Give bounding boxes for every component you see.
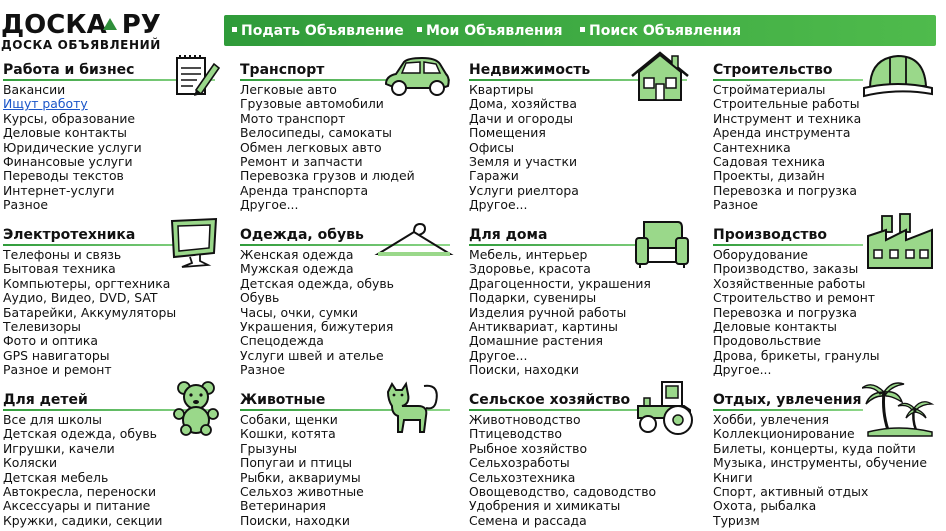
category-block-animals [240, 391, 325, 409]
list-item[interactable]: Ветеринария [240, 498, 326, 514]
list-item[interactable]: Аксессуары и питание [3, 498, 151, 514]
list-item[interactable]: Переводы текстов [3, 168, 124, 184]
category-title[interactable]: Для дома [469, 227, 548, 243]
category-list-construction [713, 83, 861, 213]
category-list-work [3, 83, 142, 213]
list-item[interactable]: Услуги риелтора [469, 182, 579, 198]
list-item[interactable]: Коллекционирование [713, 426, 855, 442]
site-logo[interactable] [0, 8, 160, 52]
list-item[interactable]: Попугаи и птицы [240, 455, 353, 471]
top-nav-bar [224, 15, 936, 46]
list-item[interactable]: Аренда транспорта [240, 182, 369, 198]
category-divider [713, 79, 863, 81]
category-title[interactable]: Сельское хозяйство [469, 392, 631, 408]
list-item[interactable]: Мото транспорт [240, 110, 346, 126]
list-item[interactable]: Подарки, сувениры [469, 290, 597, 306]
list-item[interactable]: Обувь [240, 290, 280, 306]
list-item[interactable]: Гаражи [469, 168, 519, 184]
list-item[interactable]: Сантехника [713, 139, 791, 155]
list-item[interactable]: Стройматериалы [713, 82, 826, 97]
house-icon [630, 50, 690, 102]
category-divider [713, 409, 863, 411]
list-item[interactable]: Оборудование [713, 247, 808, 262]
list-item[interactable]: Батарейки, Аккумуляторы [3, 304, 177, 320]
category-list-animals [240, 413, 364, 528]
category-list-kids [3, 413, 162, 528]
logo-name: ДОСКА РУ [1, 10, 161, 40]
list-item[interactable]: Производство, заказы [713, 261, 859, 277]
category-block-transport [240, 61, 324, 79]
list-item[interactable]: Строительство и ремонт [713, 290, 876, 306]
category-block-realty [469, 61, 590, 79]
list-item[interactable]: Велосипеды, самокаты [240, 125, 392, 141]
list-item[interactable]: Музыка, инструменты, обучение [713, 455, 927, 471]
list-item[interactable]: Детская одежда, обувь [240, 275, 394, 291]
list-item[interactable]: Проекты, дизайн [713, 168, 825, 184]
list-item[interactable]: Мужская одежда [240, 261, 354, 277]
list-item[interactable]: Телефоны и связь [3, 247, 122, 262]
list-item[interactable]: Телевизоры [3, 319, 81, 335]
list-item[interactable]: Часы, очки, сумки [240, 304, 358, 320]
list-item[interactable]: Перевозка и погрузка [713, 182, 857, 198]
list-item[interactable]: Собаки, щенки [240, 412, 338, 427]
category-block-electronics [3, 226, 135, 244]
category-title[interactable]: Для детей [3, 392, 88, 408]
list-item[interactable]: Грузовые автомобили [240, 96, 384, 112]
bullet-icon [417, 27, 422, 32]
list-item[interactable]: Охота, рыбалка [713, 498, 817, 514]
category-list-home [469, 248, 651, 378]
list-item[interactable]: Сельхоз животные [240, 484, 364, 500]
factory-icon [866, 212, 934, 270]
list-item[interactable]: Здоровье, красота [469, 261, 591, 277]
list-item[interactable]: Ищут работу [3, 96, 88, 112]
list-item[interactable]: GPS навигаторы [3, 347, 110, 363]
list-item[interactable]: Дачи и огороды [469, 110, 574, 126]
category-block-home [469, 226, 547, 244]
list-item[interactable]: Дрова, брикеты, гранулы [713, 347, 880, 363]
list-item[interactable]: Рыбки, аквариумы [240, 469, 361, 485]
category-title[interactable]: Строительство [713, 62, 833, 78]
list-item[interactable]: Птицеводство [469, 426, 563, 442]
list-item[interactable]: Обмен легковых авто [240, 139, 382, 155]
list-item[interactable]: Перевозка грузов и людей [240, 168, 415, 184]
post-ad-link[interactable]: Подать Объявление [232, 23, 404, 39]
list-item[interactable]: Хозяйственные работы [713, 275, 866, 291]
category-list-transport [240, 83, 415, 213]
list-item[interactable]: Курсы, образование [3, 110, 135, 126]
tractor-icon [634, 380, 696, 436]
list-item[interactable]: Финансовые услуги [3, 154, 133, 170]
category-block-kids [3, 391, 88, 409]
list-item[interactable]: Изделия ручной работы [469, 304, 627, 320]
category-list-clothes [240, 248, 394, 378]
category-title[interactable]: Работа и бизнес [3, 62, 135, 78]
cat-icon [384, 380, 444, 436]
logo-tagline: ДОСКА ОБЪЯВЛЕНИЙ [1, 38, 161, 52]
list-item[interactable]: Деловые контакты [713, 319, 837, 335]
category-title[interactable]: Производство [713, 227, 827, 243]
list-item[interactable]: Поиски, находки [240, 512, 350, 528]
list-item[interactable]: Другое... [469, 197, 528, 213]
list-item[interactable]: Перевозка и погрузка [713, 304, 857, 320]
notepad-pencil-icon [172, 52, 222, 98]
list-item[interactable]: Рыбное хозяйство [469, 440, 588, 456]
search-ads-link[interactable]: Поиск Объявления [580, 23, 741, 39]
list-item[interactable]: Билеты, концерты, куда пойти [713, 440, 916, 456]
list-item[interactable]: Грызуны [240, 440, 298, 456]
list-item[interactable]: Поиски, находки [469, 362, 579, 378]
list-item[interactable]: Компьютеры, оргтехника [3, 275, 171, 291]
bullet-icon [232, 27, 237, 32]
list-item[interactable]: Фото и оптика [3, 333, 99, 349]
list-item[interactable]: Спорт, активный отдых [713, 484, 869, 500]
list-item[interactable]: Украшения, бижутерия [240, 319, 394, 335]
hanger-icon [372, 218, 456, 262]
list-item[interactable]: Вакансии [3, 82, 66, 97]
category-block-agriculture [469, 391, 630, 409]
list-item[interactable]: Легковые авто [240, 82, 337, 97]
list-item[interactable]: Овощеводство, садоводство [469, 484, 657, 500]
list-item[interactable]: Книги [713, 469, 753, 485]
list-item[interactable]: Кошки, котята [240, 426, 336, 442]
category-block-construction [713, 61, 832, 79]
list-item[interactable]: Животноводство [469, 412, 581, 427]
car-icon [382, 54, 452, 100]
list-item[interactable]: Деловые контакты [3, 125, 127, 141]
list-item[interactable]: Разное [3, 197, 48, 213]
category-title[interactable]: Электротехника [3, 227, 136, 243]
list-item[interactable]: Разное [713, 197, 758, 213]
list-item[interactable]: Услуги швей и ателье [240, 347, 384, 363]
list-item[interactable]: Садовая техника [713, 154, 826, 170]
category-list-electronics [3, 248, 176, 378]
palm-trees-icon [862, 378, 936, 440]
list-item[interactable]: Автокресла, переноски [3, 484, 156, 500]
list-item[interactable]: Драгоценности, украшения [469, 275, 651, 291]
logo-triangle-icon [103, 18, 117, 30]
category-list-production [713, 248, 880, 378]
list-item[interactable]: Аудио, Видео, DVD, SAT [3, 290, 158, 306]
list-item[interactable]: Квартиры [469, 82, 534, 97]
list-item[interactable]: Другое... [469, 347, 528, 363]
category-list-realty [469, 83, 579, 213]
list-item[interactable]: Детская мебель [3, 469, 109, 485]
list-item[interactable]: Мебель, интерьер [469, 247, 588, 262]
list-item[interactable]: Другое... [240, 197, 299, 213]
list-item[interactable]: Кружки, садики, секции [3, 512, 163, 528]
my-ads-link[interactable]: Мои Объявления [417, 23, 563, 39]
list-item[interactable]: Игрушки, качели [3, 440, 115, 456]
category-list-agriculture [469, 413, 656, 528]
category-block-work [3, 61, 134, 79]
list-item[interactable]: Офисы [469, 139, 514, 155]
list-item[interactable]: Юридические услуги [3, 139, 142, 155]
list-item[interactable]: Строительные работы [713, 96, 860, 112]
category-title[interactable]: Отдых, увлечения [713, 392, 862, 408]
list-item[interactable]: Семена и рассада [469, 512, 587, 528]
list-item[interactable]: Помещения [469, 125, 546, 141]
list-item[interactable]: Бытовая техника [3, 261, 116, 277]
category-block-leisure [713, 391, 862, 409]
bullet-icon [580, 27, 585, 32]
list-item[interactable]: Удобрения и химикаты [469, 498, 621, 514]
list-item[interactable]: Аренда инструмента [713, 125, 851, 141]
list-item[interactable]: Сельхозработы [469, 455, 570, 471]
list-item[interactable]: Дома, хозяйства [469, 96, 578, 112]
list-item[interactable]: Ремонт и запчасти [240, 154, 363, 170]
list-item[interactable]: Женская одежда [240, 247, 354, 262]
monitor-icon [168, 217, 220, 271]
list-item[interactable]: Интернет-услуги [3, 182, 115, 198]
hard-hat-icon [862, 50, 934, 102]
list-item[interactable]: Разное и ремонт [3, 362, 112, 378]
list-item[interactable]: Разное [240, 362, 285, 378]
list-item[interactable]: Продовольствие [713, 333, 822, 349]
list-item[interactable]: Сельхозтехника [469, 469, 576, 485]
list-item[interactable]: Все для школы [3, 412, 102, 427]
category-divider [713, 244, 863, 246]
category-block-production [713, 226, 827, 244]
list-item[interactable]: Земля и участки [469, 154, 578, 170]
list-item[interactable]: Домашние растения [469, 333, 603, 349]
list-item[interactable]: Детская одежда, обувь [3, 426, 157, 442]
armchair-icon [632, 218, 690, 270]
list-item[interactable]: Спецодежда [240, 333, 324, 349]
list-item[interactable]: Хобби, увлечения [713, 412, 830, 427]
list-item[interactable]: Другое... [713, 362, 772, 378]
category-title[interactable]: Недвижимость [469, 62, 591, 78]
list-item[interactable]: Туризм [713, 512, 760, 528]
teddy-bear-icon [172, 380, 220, 436]
category-title[interactable]: Одежда, обувь [240, 227, 364, 243]
category-title[interactable]: Животные [240, 392, 326, 408]
category-title[interactable]: Транспорт [240, 62, 325, 78]
category-block-clothes [240, 226, 364, 244]
list-item[interactable]: Антиквариат, картины [469, 319, 618, 335]
list-item[interactable]: Коляски [3, 455, 58, 471]
list-item[interactable]: Инструмент и техника [713, 110, 862, 126]
